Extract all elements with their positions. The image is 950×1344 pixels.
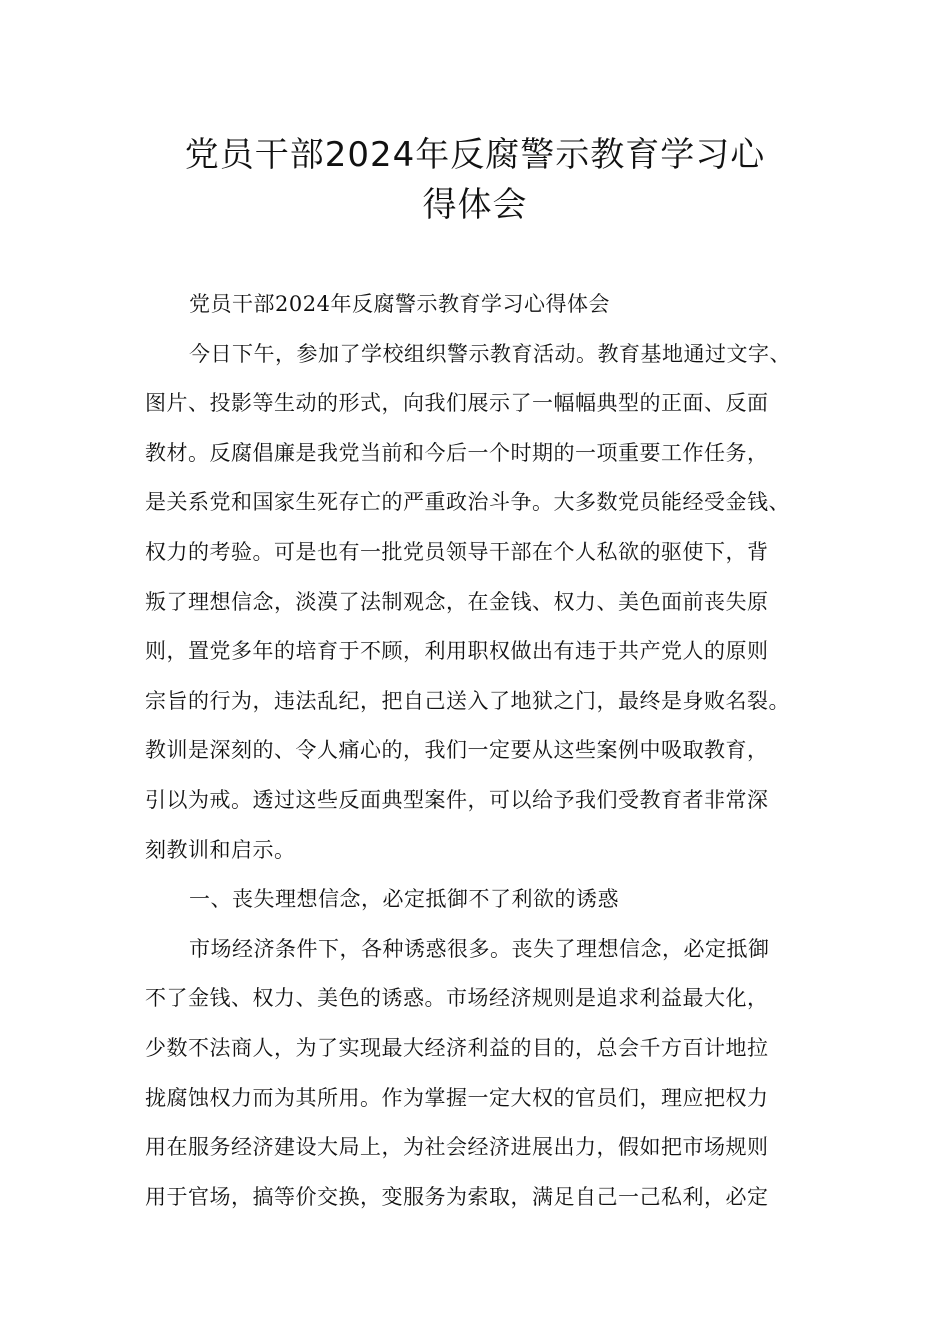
text-line: 则，置党多年的培育于不顾，利用职权做出有违于共产党人的原则 xyxy=(145,639,769,664)
text-line: 拢腐蚀权力而为其所用。作为掌握一定大权的官员们，理应把权力 xyxy=(145,1085,769,1110)
document-title xyxy=(120,130,830,230)
text-line: 宗旨的行为，违法乱纪，把自己送入了地狱之门，最终是身败名裂。 xyxy=(145,688,790,713)
text-line: 党员干部2024年反腐警示教育学习心得体会 xyxy=(189,292,610,316)
text-line: 教训是深刻的、令人痛心的，我们一定要从这些案例中吸取教育， xyxy=(145,738,769,763)
text-line: 引以为戒。透过这些反面典型案件，可以给予我们受教育者非常深 xyxy=(145,787,769,812)
title-line-1: 党员干部2024年反腐警示教育学习心 xyxy=(184,135,766,175)
title-line-2: 得体会 xyxy=(422,185,528,225)
document-body xyxy=(145,280,825,1222)
text-line: 市场经济条件下，各种诱惑很多。丧失了理想信念，必定抵御 xyxy=(189,936,770,961)
text-line: 是关系党和国家生死存亡的严重政治斗争。大多数党员能经受金钱、 xyxy=(145,490,790,515)
text-line: 教材。反腐倡廉是我党当前和今后一个时期的一项重要工作任务， xyxy=(145,440,769,465)
text-line: 今日下午，参加了学校组织警示教育活动。教育基地通过文字、 xyxy=(189,341,791,366)
text-line: 用在服务经济建设大局上，为社会经济进展出力，假如把市场规则 xyxy=(145,1135,769,1160)
text-line: 刻教训和启示。 xyxy=(145,837,296,862)
text-line: 少数不法商人，为了实现最大经济利益的目的，总会千方百计地拉 xyxy=(145,1035,769,1060)
text-line: 不了金钱、权力、美色的诱惑。市场经济规则是追求利益最大化， xyxy=(145,986,769,1011)
text-line: 用于官场，搞等价交换，变服务为索取，满足自己一己私利，必定 xyxy=(145,1184,769,1209)
text-line: 叛了理想信念，淡漠了法制观念，在金钱、权力、美色面前丧失原 xyxy=(145,589,769,614)
text-line: 一、丧失理想信念，必定抵御不了利欲的诱惑 xyxy=(189,887,619,912)
text-line: 图片、投影等生动的形式，向我们展示了一幅幅典型的正面、反面 xyxy=(145,391,769,416)
text-line: 权力的考验。可是也有一批党员领导干部在个人私欲的驱使下，背 xyxy=(145,539,769,564)
